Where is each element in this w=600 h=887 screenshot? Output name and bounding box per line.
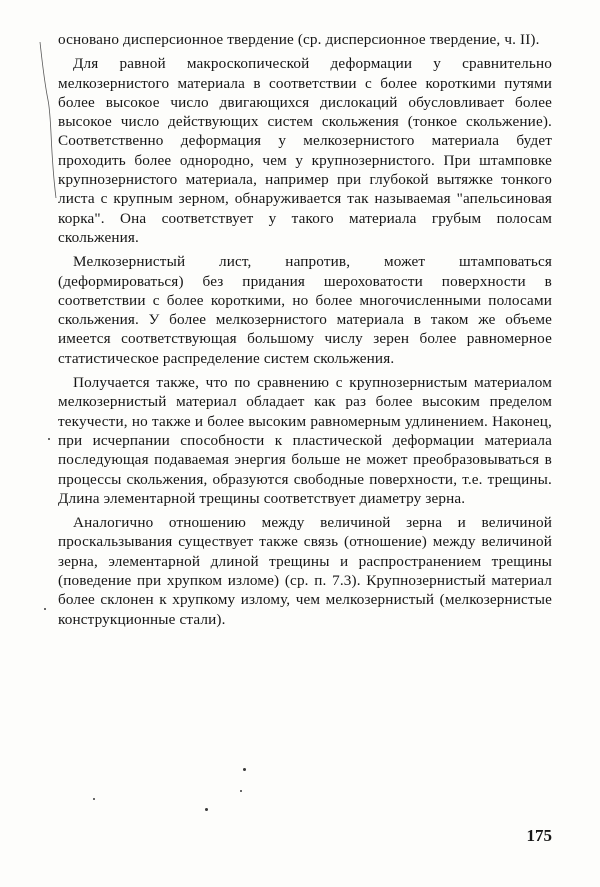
body-text (58, 30, 552, 634)
paragraph-3: Мелкозернистый лист, напротив, может штамповаться (деформироваться) без придания шероховатости поверхности в соответствии с более короткими, но более многочисленными полосами скольжения. У более мелкозернистого материала в таком же объеме имеется соответствующая большому числу зерен более равномерное статистическое распределение систем скольжения. (58, 253, 552, 367)
paragraph-2: Для равной макроскопической деформации у сравнительно мелкозернистого материала в соответствии с более короткими путями более высокое число двигающихся дислокаций обусловливает более высокое число действующих систем скольжения (тонкое скольжение). Соответственно деформация у мелкозернистого материала будет проходить более однородно, чем у крупнозернистого. При штамповке крупнозернистого материала, например при глубокой вытяжке тонкого листа с крупным зерном, обнаруживается так называемая "апельсиновая корка". Она соответствует у такого материала грубым полосам скольжения. (58, 55, 552, 246)
paragraph-5: Аналогично отношению между величиной зерна и величиной проскальзывания существует также связь (отношение) между величиной зерна, элементарной длиной трещины и распространением трещины (поведение при хрупком изломе) (ср. п. 7.3). Крупнозернистый материал более склонен к хрупкому излому, чем мелкозернистый (мелкозернистые конструкционные стали). (58, 514, 552, 628)
scan-speck (240, 790, 242, 792)
page-number: 175 (526, 826, 552, 845)
paragraph-4: Получается также, что по сравнению с крупнозернистым материалом мелкозернистый материал обладает как раз более высоким пределом текучести, но также и более высоким равномерным удлинением. Наконец, при исчерпании способности к пластической деформации материала последующая подаваемая энергия больше не может преобразовываться в процессы скольжения, образуются свободные поверхности, т.е. трещины. Длина элементарной трещины соответствует диаметру зерна. (58, 374, 552, 507)
scan-speck (243, 768, 246, 771)
scan-speck (205, 808, 208, 811)
scan-speck (93, 798, 95, 800)
scan-speck (44, 608, 46, 610)
scan-speck (48, 438, 50, 440)
paragraph-1: основано дисперсионное твердение (ср. дисперсионное твердение, ч. II). (58, 31, 540, 48)
